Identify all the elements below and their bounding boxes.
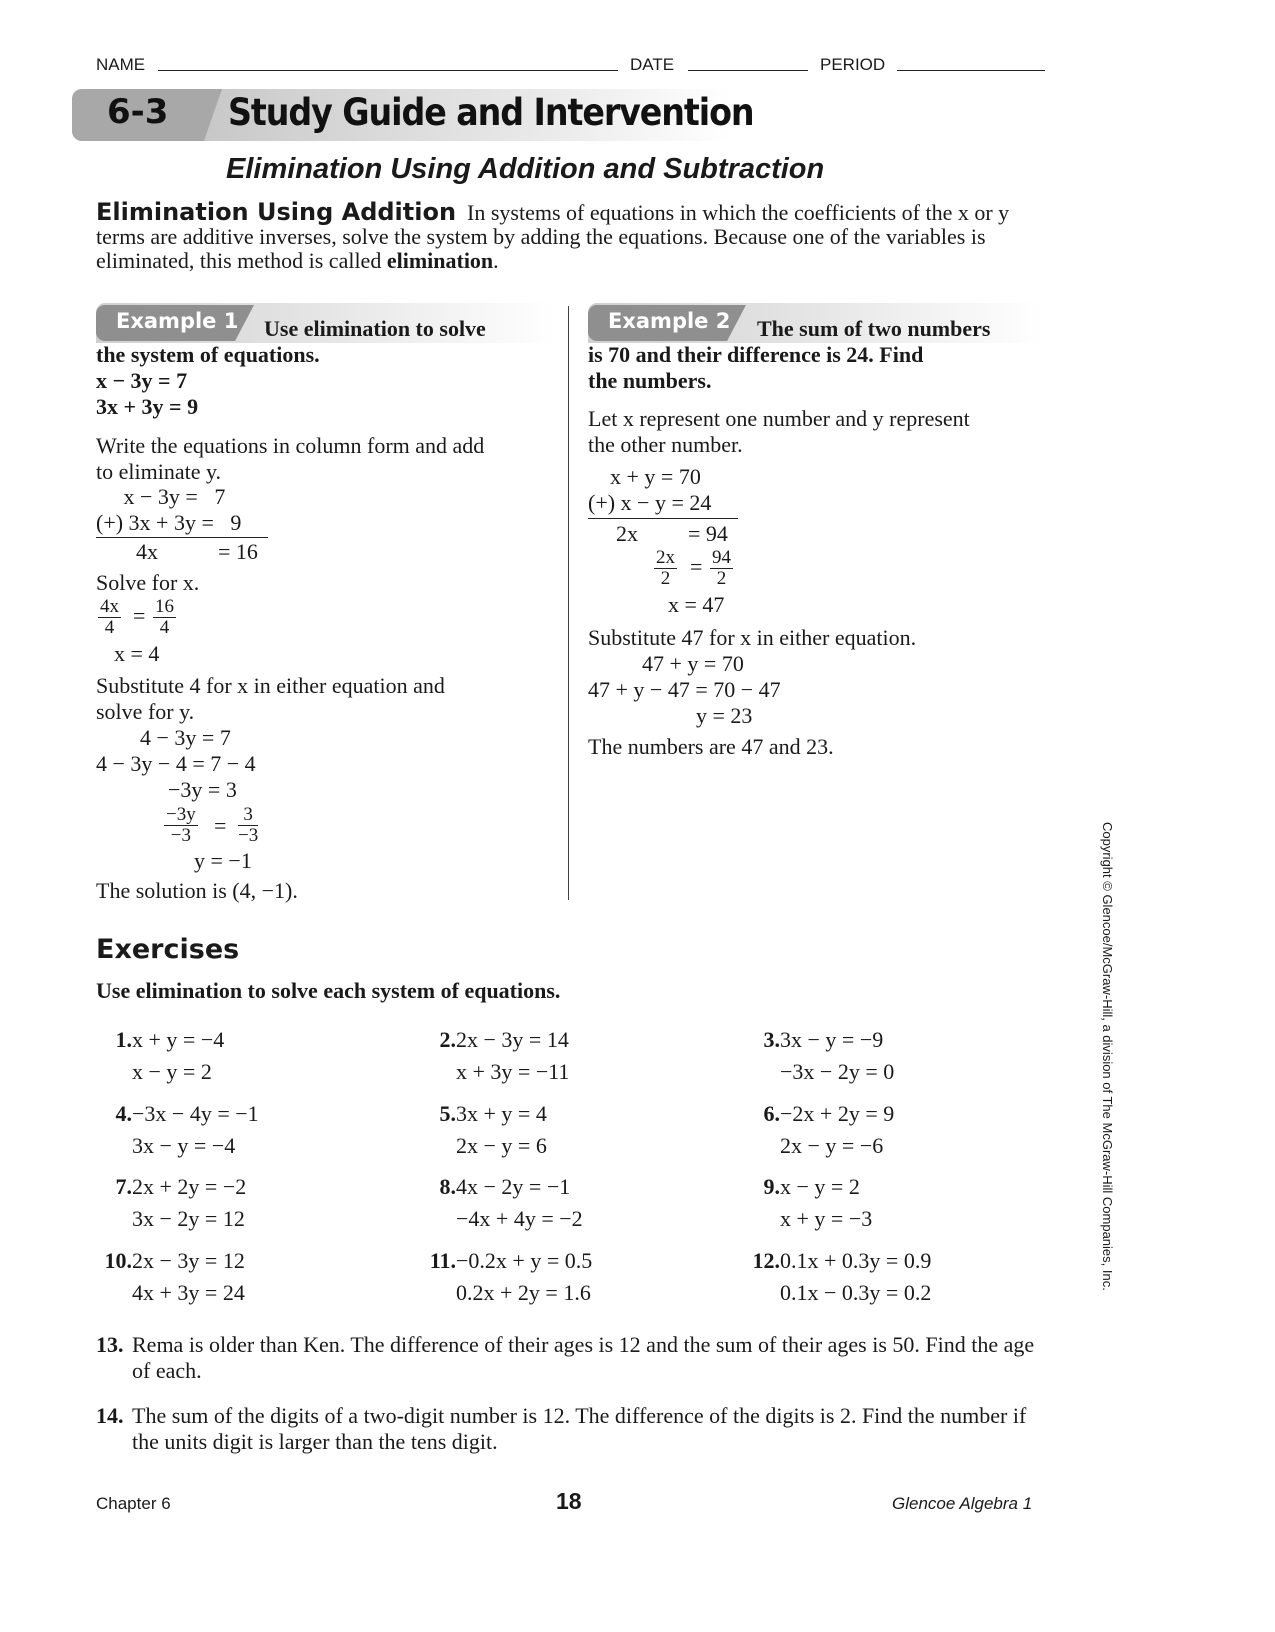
example1-fraction2-lhs: $\frac{-3y}{-3}$: [166, 804, 196, 846]
example1-column-row1: x − 3y = 7: [96, 484, 226, 509]
example1-conclusion: The solution is (4, −1).: [96, 878, 298, 903]
example1-step1-line1: Write the equations in column form and add: [96, 433, 485, 458]
intro-paragraph: Elimination Using Addition In systems of equations in which the coefficients of the x or y terms are additive inverses, solve the system by adding the equations. Because one of the variables is eliminated, this method is called elimination.: [96, 198, 1010, 273]
example1-equation-1: x − 3y = 7: [96, 368, 188, 393]
date-label: DATE: [630, 55, 675, 74]
exercise-equation-2: 2x − y = −6: [780, 1133, 884, 1158]
exercises-instructions: Use elimination to solve each system of equations.: [96, 978, 561, 1003]
example2-sum-lhs: 2x: [616, 521, 638, 546]
example2-result-x: x = 47: [668, 592, 725, 617]
word-problem-number: 14.: [96, 1403, 124, 1428]
word-problem-14: [96, 1403, 1046, 1455]
exercise-equation-2: 0.2x + 2y = 1.6: [456, 1280, 591, 1305]
exercise-equation-2: x − y = 2: [132, 1059, 212, 1084]
example2-prompt-3: the numbers.: [588, 368, 712, 393]
exercise-equation-2: −3x − 2y = 0: [780, 1059, 895, 1084]
example2-conclusion: The numbers are 47 and 23.: [588, 734, 834, 759]
exercise-number: 5.: [439, 1101, 456, 1126]
exercise-equation-2: 2x − y = 6: [456, 1133, 547, 1158]
exercise-number: 1.: [115, 1027, 132, 1052]
example1-label: Example 1: [116, 309, 239, 333]
example1-solve-for: Solve for x.: [96, 570, 200, 595]
exercise-equation-2: 0.1x − 0.3y = 0.2: [780, 1280, 932, 1305]
example1-prompt-2: the system of equations.: [96, 342, 320, 367]
example1-fraction-equals: =: [133, 603, 146, 628]
exercise-number: 7.: [115, 1174, 132, 1199]
exercise-number: 8.: [439, 1174, 456, 1199]
footer-chapter: Chapter 6: [96, 1494, 171, 1513]
example2-fraction-lhs: $\frac{2x}{2}$: [656, 547, 675, 589]
exercise-equation-1: 0.1x + 0.3y = 0.9: [780, 1248, 932, 1273]
exercise-equation-1: 3x − y = −9: [780, 1027, 884, 1052]
intro-heading: Elimination Using Addition: [96, 198, 457, 226]
example1-fraction2-rhs: $\frac{3}{-3}$: [238, 804, 259, 846]
example2-sum-rule: [588, 518, 738, 519]
example1-result-y: y = −1: [194, 848, 252, 873]
exercise-number: 3.: [763, 1027, 780, 1052]
footer-book-title: Glencoe Algebra 1: [892, 1494, 1033, 1513]
example1-fraction-lhs: $\frac{4x}{4}$: [100, 596, 119, 638]
example1-prompt: Use elimination to solve: [264, 316, 486, 341]
example1-result-x: x = 4: [114, 641, 160, 666]
exercise-equation-1: x − y = 2: [780, 1174, 860, 1199]
example2-intro-line1: Let x represent one number and y represent: [588, 406, 970, 431]
exercise-equation-1: 3x + y = 4: [456, 1101, 547, 1126]
exercise-equation-1: 2x − 3y = 14: [456, 1027, 569, 1052]
example2-column-row2: (+) x − y = 24: [588, 490, 712, 515]
example2-label: Example 2: [608, 309, 731, 333]
word-problem-13: [96, 1332, 1046, 1384]
example1-step2-line1: Substitute 4 for x in either equation and: [96, 673, 445, 698]
intro-text: In systems of equations in which the coefficients of the x or y terms are additive inverses, solve the system by adding the equations. Because one of the variables is eliminated, this method is called: [96, 200, 1010, 273]
example2-intro-line2: the other number.: [588, 432, 743, 457]
copyright-notice: Copyright © Glencoe/McGraw-Hill, a division of The McGraw-Hill Companies, Inc.: [1100, 822, 1115, 1291]
example1-fraction2-equals: =: [214, 813, 227, 838]
exercise-equation-1: −0.2x + y = 0.5: [456, 1248, 593, 1273]
example2-step: Substitute 47 for x in either equation.: [588, 625, 917, 650]
exercise-equation-2: 4x + 3y = 24: [132, 1280, 245, 1305]
lesson-subtitle: Elimination Using Addition and Subtraction: [226, 153, 825, 185]
exercises-heading: Exercises: [96, 934, 240, 965]
word-problem-text: The sum of the digits of a two-digit number is 12. The difference of the digits is 2. Find the number if the units digit is larger than the tens digit.: [132, 1403, 1027, 1454]
example2-sub-line3: y = 23: [696, 703, 753, 728]
exercise-equation-2: x + 3y = −11: [456, 1059, 570, 1084]
word-problem-number: 13.: [96, 1332, 124, 1357]
example1-sub-line1: 4 − 3y = 7: [140, 725, 231, 750]
exercise-equation-2: 3x − y = −4: [132, 1133, 236, 1158]
exercise-number: 4.: [115, 1101, 132, 1126]
exercise-number: 12.: [752, 1248, 780, 1273]
exercise-equation-1: −2x + 2y = 9: [780, 1101, 895, 1126]
intro-bold-term: elimination: [386, 248, 494, 273]
column-divider: [568, 306, 569, 900]
exercise-number: 11.: [429, 1248, 456, 1273]
example1-step2-line2: solve for y.: [96, 699, 195, 724]
exercise-number: 10.: [104, 1248, 132, 1273]
lesson-number: 6-3: [107, 92, 169, 132]
period-label: PERIOD: [820, 55, 886, 74]
example1-equation-2: 3x + 3y = 9: [96, 394, 199, 419]
example1-sum-rule: [96, 537, 268, 538]
word-problem-text: Rema is older than Ken. The difference of their ages is 12 and the sum of their ages is 50. Find the age of each.: [132, 1332, 1035, 1383]
period-input-line[interactable]: [897, 70, 1045, 71]
name-input-line[interactable]: [158, 70, 618, 71]
exercise-equation-1: x + y = −4: [132, 1027, 225, 1052]
example1-step1-line2: to eliminate y.: [96, 459, 222, 484]
exercise-number: 9.: [763, 1174, 780, 1199]
exercise-equation-1: 2x − 3y = 12: [132, 1248, 245, 1273]
example1-sum-rhs: = 16: [218, 539, 258, 564]
example2-prompt: The sum of two numbers: [757, 316, 991, 341]
exercise-equation-2: −4x + 4y = −2: [456, 1206, 583, 1231]
example2-sub-line1: 47 + y = 70: [642, 651, 744, 676]
page-title: Study Guide and Intervention: [228, 91, 754, 134]
example1-sub-line2: 4 − 3y − 4 = 7 − 4: [96, 751, 256, 776]
exercise-equation-1: −3x − 4y = −1: [132, 1101, 259, 1126]
example2-prompt-2: is 70 and their difference is 24. Find: [588, 342, 924, 367]
exercise-equation-1: 4x − 2y = −1: [456, 1174, 571, 1199]
date-input-line[interactable]: [688, 70, 808, 71]
name-label: NAME: [96, 55, 146, 74]
example2-column-row1: x + y = 70: [588, 464, 701, 489]
exercise-equation-2: 3x − 2y = 12: [132, 1206, 245, 1231]
exercise-number: 2.: [439, 1027, 456, 1052]
footer-page-number: 18: [556, 1488, 582, 1514]
example1-sum-lhs: 4x: [136, 539, 158, 564]
example2-fraction-rhs: $\frac{94}{2}$: [712, 547, 731, 589]
example1-fraction-rhs: $\frac{16}{4}$: [155, 596, 174, 638]
example1-column-row2: (+) 3x + 3y = 9: [96, 510, 242, 535]
exercise-number: 6.: [763, 1101, 780, 1126]
example2-sub-line2: 47 + y − 47 = 70 − 47: [588, 677, 781, 702]
example1-sub-line3: −3y = 3: [168, 777, 237, 802]
exercise-equation-1: 2x + 2y = −2: [132, 1174, 247, 1199]
exercise-equation-2: x + y = −3: [780, 1206, 873, 1231]
example2-sum-rhs: = 94: [688, 521, 728, 546]
example2-fraction-equals: =: [690, 554, 703, 579]
